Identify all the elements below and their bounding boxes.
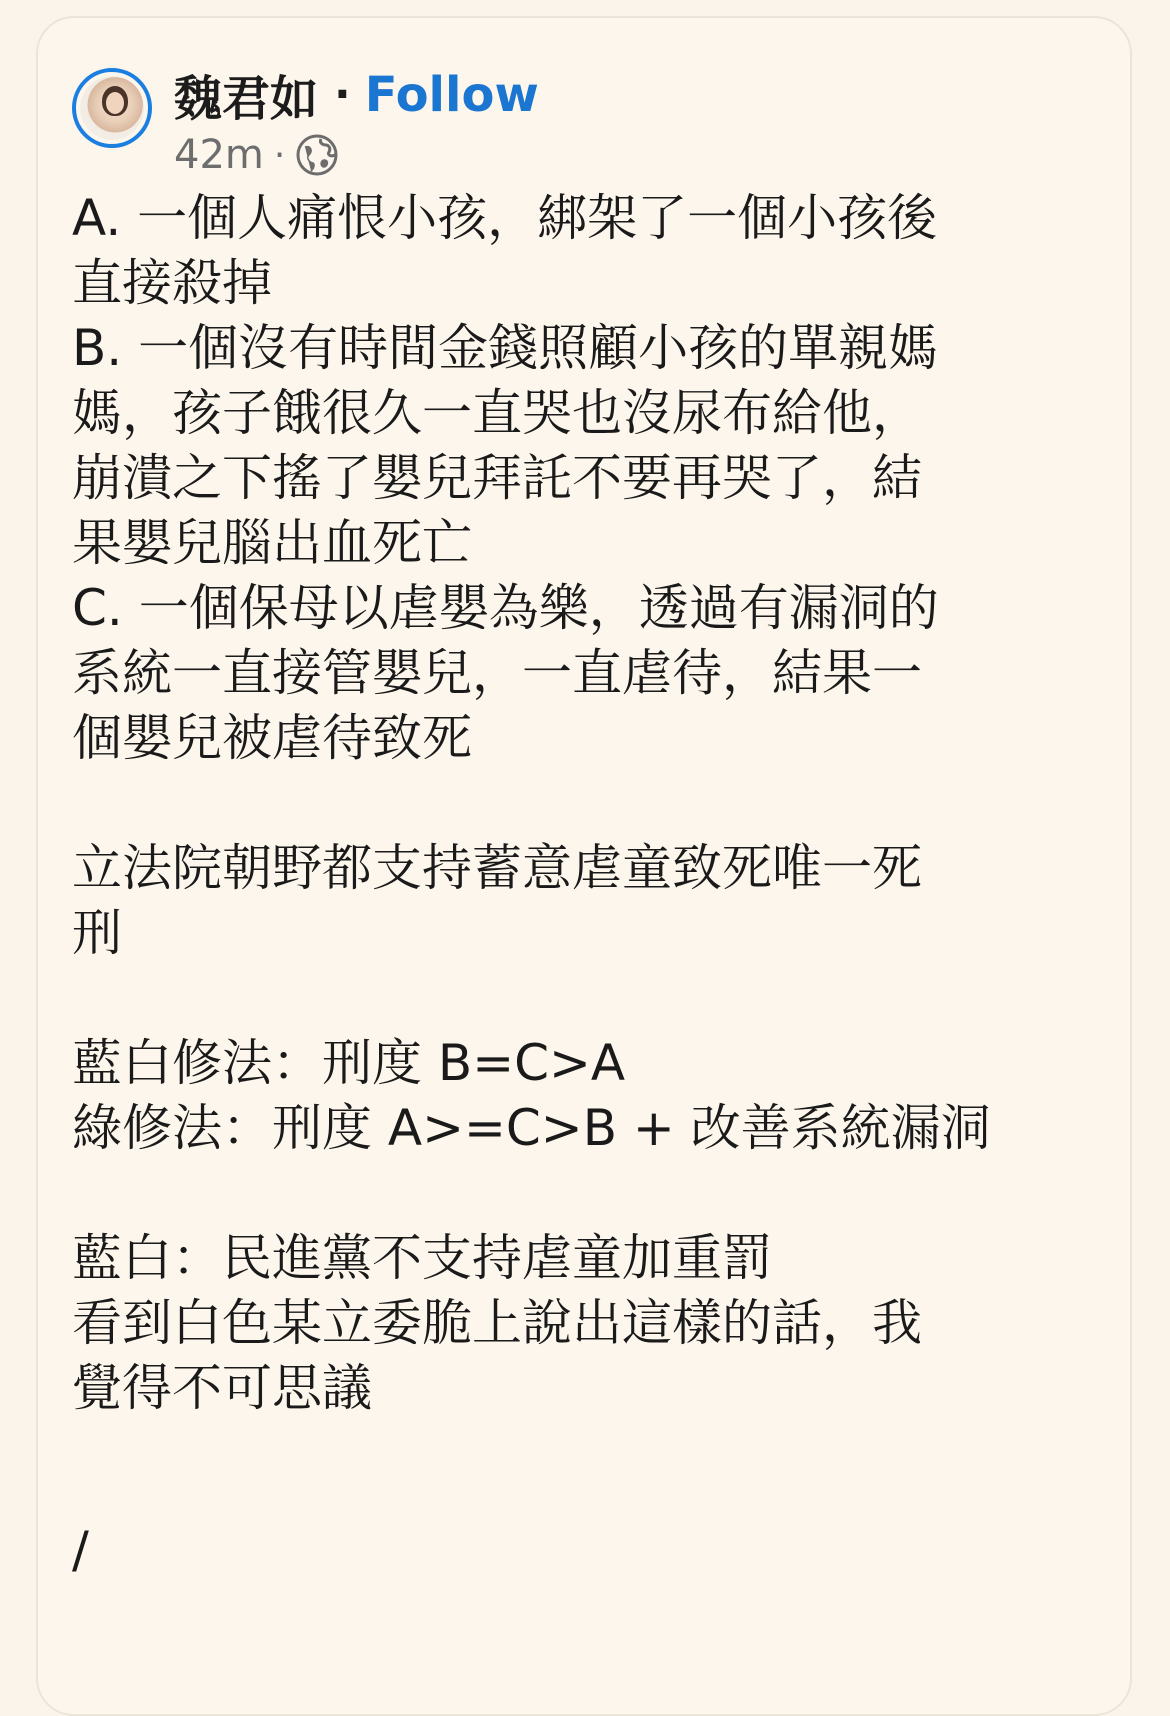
avatar-image: [80, 76, 144, 140]
post-line: 看到白色某立委脆上說出這樣的話，我: [72, 1294, 922, 1352]
post-text: [72, 186, 1072, 1421]
follow-button[interactable]: Follow: [364, 66, 539, 123]
post-line: B. 一個沒有時間金錢照顧小孩的單親媽: [72, 319, 939, 377]
meta-separator: ·: [273, 134, 286, 176]
globe-icon: [295, 133, 339, 177]
post-line: 立法院朝野都支持蓄意虐童致死唯一死: [72, 839, 922, 897]
post-line: 果嬰兒腦出血死亡: [72, 514, 472, 572]
post-line: 藍白修法：刑度 B=C>A: [72, 1034, 626, 1092]
post-header: [72, 50, 1072, 178]
paragraph-gap: [72, 771, 1072, 836]
post-line: 直接殺掉: [72, 254, 272, 312]
post-line: A. 一個人痛恨小孩，綁架了一個小孩後: [72, 189, 938, 247]
post-meta: [174, 132, 339, 178]
author-row: [174, 60, 539, 129]
post-line-tail: /: [72, 1521, 89, 1579]
post-line: 系統一直接管嬰兒，一直虐待，結果一: [72, 644, 922, 702]
post-line: 藍白：民進黨不支持虐童加重罰: [72, 1229, 772, 1287]
post-line: 個嬰兒被虐待致死: [72, 709, 472, 767]
avatar[interactable]: [72, 68, 152, 148]
name-separator: ·: [334, 69, 351, 120]
author-name[interactable]: 魏君如: [174, 71, 319, 127]
post-line: 崩潰之下搖了嬰兒拜託不要再哭了，結: [72, 449, 922, 507]
post-line: C. 一個保母以虐嬰為樂，透過有漏洞的: [72, 579, 939, 637]
paragraph-gap: [72, 966, 1072, 1031]
post-line: 綠修法：刑度 A>=C>B + 改善系統漏洞: [72, 1099, 991, 1157]
post-line: 媽，孩子餓很久一直哭也沒尿布給他，: [72, 384, 922, 442]
post-timestamp[interactable]: 42m: [174, 132, 264, 178]
post-line: 覺得不可思議: [72, 1359, 372, 1417]
paragraph-gap: [72, 1161, 1072, 1226]
post-line: 刑: [72, 904, 122, 962]
post-card: [36, 16, 1132, 1716]
